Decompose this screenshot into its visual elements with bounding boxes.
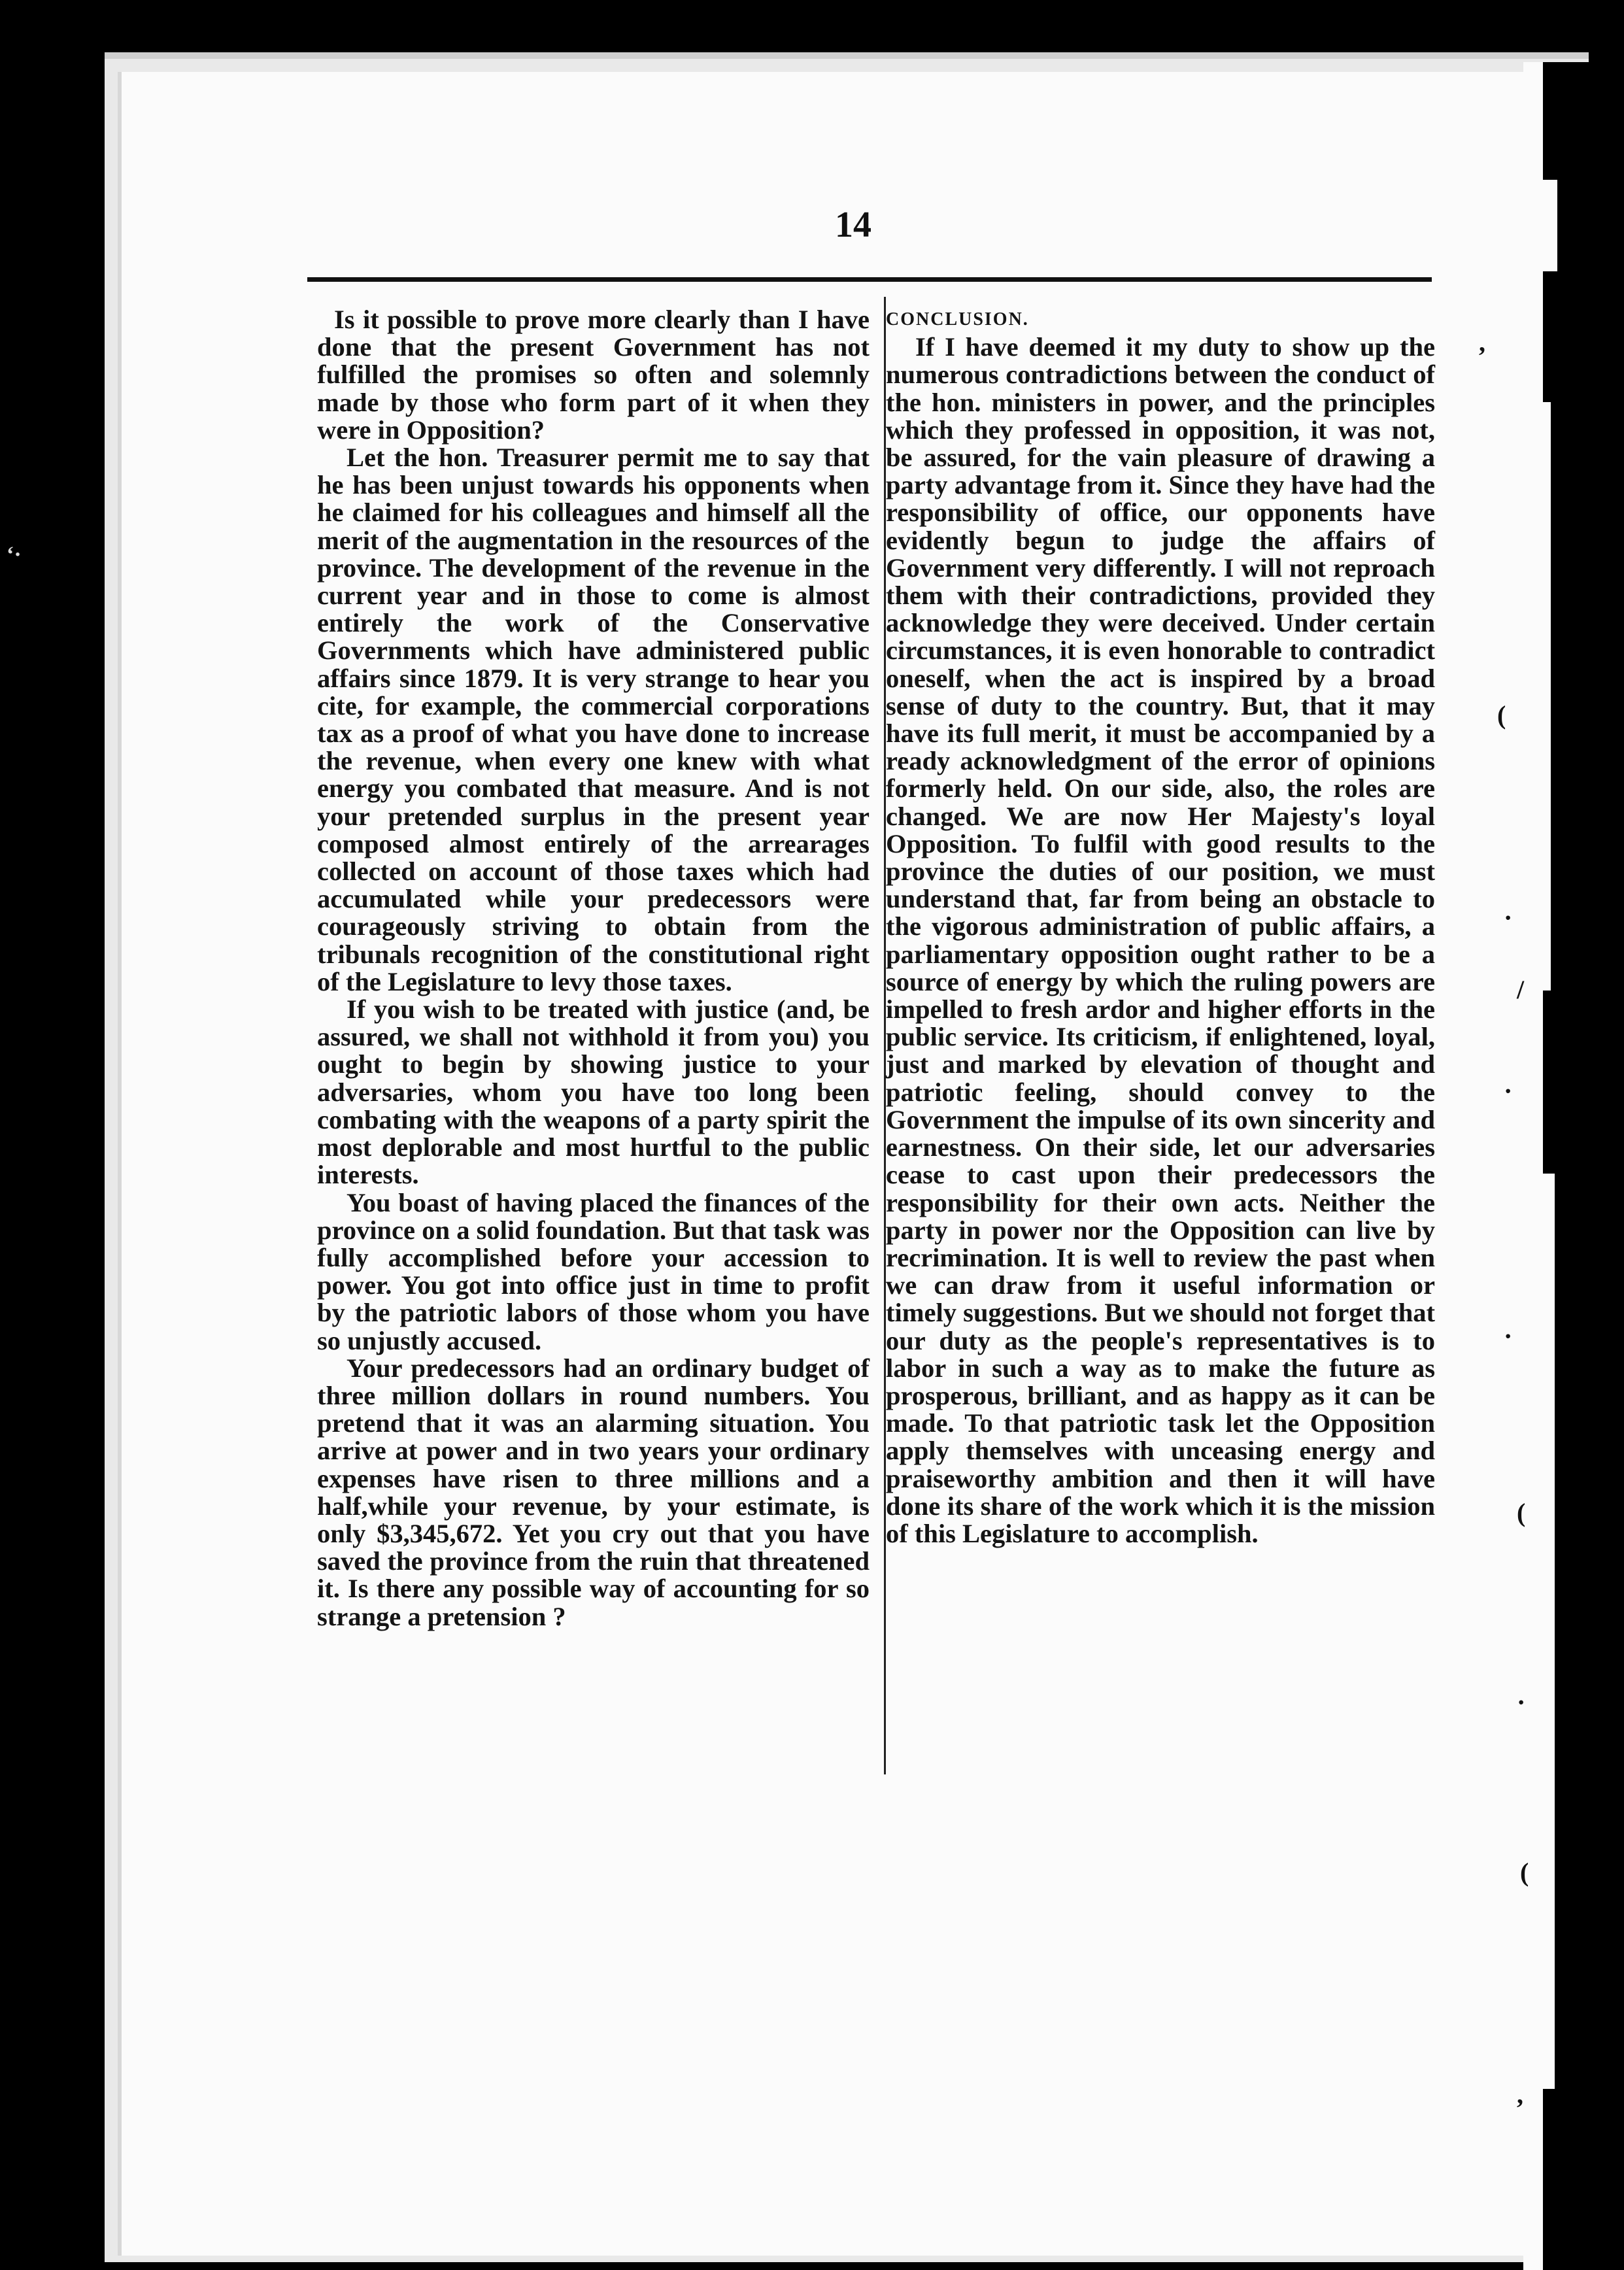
scan-mark: / <box>1517 975 1525 1004</box>
scan-mark: ‘· <box>7 543 22 567</box>
paragraph: Is it possible to prove more clearly than I have done that the present Government has not fulfilled the promises so often and solemnly made by those who form part of it when they were in Opposition? <box>317 305 870 445</box>
paragraph: You boast of having placed the finances of the province on a solid foundation. But that task was fully accomplished before your accession to power. You got into office just in time to profit by the patriotic labors of those whom you have so unjustly accused. <box>317 1187 870 1355</box>
header-rule <box>307 277 1432 282</box>
edge-notch <box>1543 180 1557 271</box>
scan-mark: , <box>1479 328 1485 357</box>
paragraph: Your predecessors had an ordinary budget of three million dollars in round numbers. You pretend that it was an alarming situation. You arrive at power and in two years your ordinary expenses have risen to three millions and a half,while your revenue, by your estimate, is only $3,345,672. Yet you cry out that you have saved the province from the ruin that threatened it. Is there any possible way of accounting for so strange a pretension ? <box>317 1353 870 1631</box>
section-heading: CONCLUSION. <box>886 309 1029 330</box>
page-number: 14 <box>835 205 871 245</box>
scan-mark: , <box>1517 2080 1523 2109</box>
scan-mark: · <box>1504 903 1513 932</box>
scan-mark: · <box>1504 1321 1513 1351</box>
paragraph: If you wish to be treated with justice (and, be assured, we shall not withhold it from you) you ought to begin by showing justice to your adversaries, whom you have too long been combating with the weapons of a party spirit the most deplorable and most hurtful to the public interests. <box>317 994 870 1190</box>
scan-mark: ( <box>1520 1857 1529 1887</box>
right-column <box>886 306 1435 1548</box>
torn-page-edge <box>1523 62 1624 2270</box>
paragraph: If I have deemed it my duty to show up the numerous contradictions between the conduct of the hon. ministers in power, and the principles which they professed in opposition, it was not, be assured, for the vain pleasure of drawing a party advantage from it. Since they have had the responsibility of office, our opponents have evidently begun to judge the affairs of Government very differently. I will not reproach them with their contradictions, provided they acknowledge they were deceived. Under certain circumstances, it is even honorable to contradict oneself, when the act is inspired by a broad sense of duty to the country. But, that it may have its full merit, it must be accompanied by a ready acknowledgment of the error of opinions formerly held. On our side, also, the roles are changed. We are now Her Majesty's loyal Opposition. To fulfil with good results to the province the duties of our position, we must understand that, far from being an obstacle to the vigorous administration of public affairs, a parliamentary opposition ought rather to be a source of energy by which the ruling powers are impelled to fresh ardor and higher efforts in the public service. Its criticism, if enlightened, loyal, just and marked by elevation of thought and patriotic feeling, should convey to the Government the impulse of its own sincerity and earnestness. On their side, let our adversaries cease to cast upon their predecessors the responsibility for their own acts. Neither the party in power nor the Opposition can live by recrimination. It is well to review the past when we can draw from it useful information or timely suggestions. But we should not forget that our duty as the people's representatives is to labor in such a way as to make the future as prosperous, brilliant, and as happy as it can be made. To that patriotic task let the Opposition apply themselves with unceasing energy and praiseworthy ambition and then it will have done its share of the work which it is the mission of this Legislature to accomplish. <box>886 332 1435 1548</box>
edge-sliver <box>1523 62 1543 2270</box>
paragraph: Let the hon. Treasurer permit me to say that he has been unjust towards his opponents when he claimed for his colleagues and himself all the merit of the augmentation in the resources of the province. The development of the revenue in the current year and in those to come is almost entirely the work of the Conservative Governments which have administered public affairs since 1879. It is very strange to hear you cite, for example, the commercial corporations tax as a proof of what you have done to increase the revenue, when every one knew with what energy you combated that measure. And is not your pretended surplus in the present year composed almost entirely of the arrearages collected on account of those taxes which had accumulated while your predecessors were courageously striving to obtain from the tribunals recognition of the constitutional right of the Legislature to levy those taxes. <box>317 443 870 996</box>
scan-mark: · <box>1517 1687 1526 1717</box>
scan-mark: ( <box>1517 1498 1526 1527</box>
scan-mark: · <box>1504 1076 1513 1106</box>
edge-notch <box>1543 402 1551 991</box>
scan-mark: ( <box>1497 700 1506 730</box>
edge-notch <box>1543 1174 1555 2089</box>
left-column <box>317 306 870 1631</box>
